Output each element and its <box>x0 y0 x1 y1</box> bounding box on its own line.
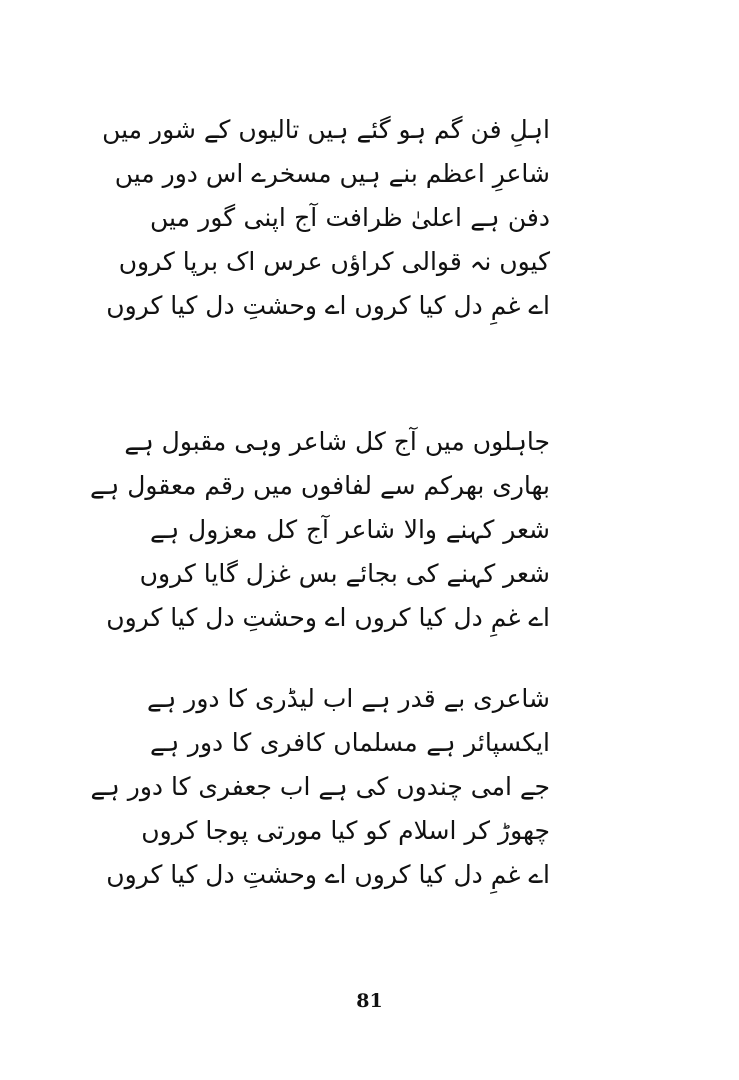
verse-line: ایکسپائر ہے مسلماں کافری کا دور ہے <box>150 728 550 757</box>
refrain-line: اے غمِ دل کیا کروں اے وحشتِ دل کیا کروں <box>106 603 550 632</box>
refrain-line: اے غمِ دل کیا کروں اے وحشتِ دل کیا کروں <box>106 860 550 889</box>
page-number: 81 <box>356 990 383 1012</box>
verse-line: بھاری بھرکم سے لفافوں میں رقم معقول ہے <box>90 471 550 500</box>
verse-line: شعر کہنے والا شاعر آج کل معزول ہے <box>150 515 550 544</box>
stanza-2 <box>90 420 550 640</box>
verse-line: دفن ہے اعلیٰ ظرافت آج اپنی گور میں <box>150 203 550 232</box>
stanza-3 <box>90 677 550 897</box>
refrain-line: اے غمِ دل کیا کروں اے وحشتِ دل کیا کروں <box>106 291 550 320</box>
verse-line: چھوڑ کر اسلام کو کیا مورتی پوجا کروں <box>141 816 550 845</box>
verse-line: کیوں نہ قوالی کراؤں عرس اک برپا کروں <box>118 247 550 276</box>
verse-line: شعر کہنے کی بجائے بس غزل گایا کروں <box>139 559 550 588</box>
verse-line: شاعرِ اعظم بنے ہیں مسخرے اس دور میں <box>114 159 550 188</box>
stanza-1 <box>102 108 550 328</box>
verse-line: شاعری بے قدر ہے اب لیڈری کا دور ہے <box>147 684 550 713</box>
verse-line: جاہلوں میں آج کل شاعر وہی مقبول ہے <box>124 427 550 456</box>
verse-line: اہلِ فن گم ہو گئے ہیں تالیوں کے شور میں <box>102 115 550 144</box>
verse-line: جے امی چندوں کی ہے اب جعفری کا دور ہے <box>90 772 550 801</box>
